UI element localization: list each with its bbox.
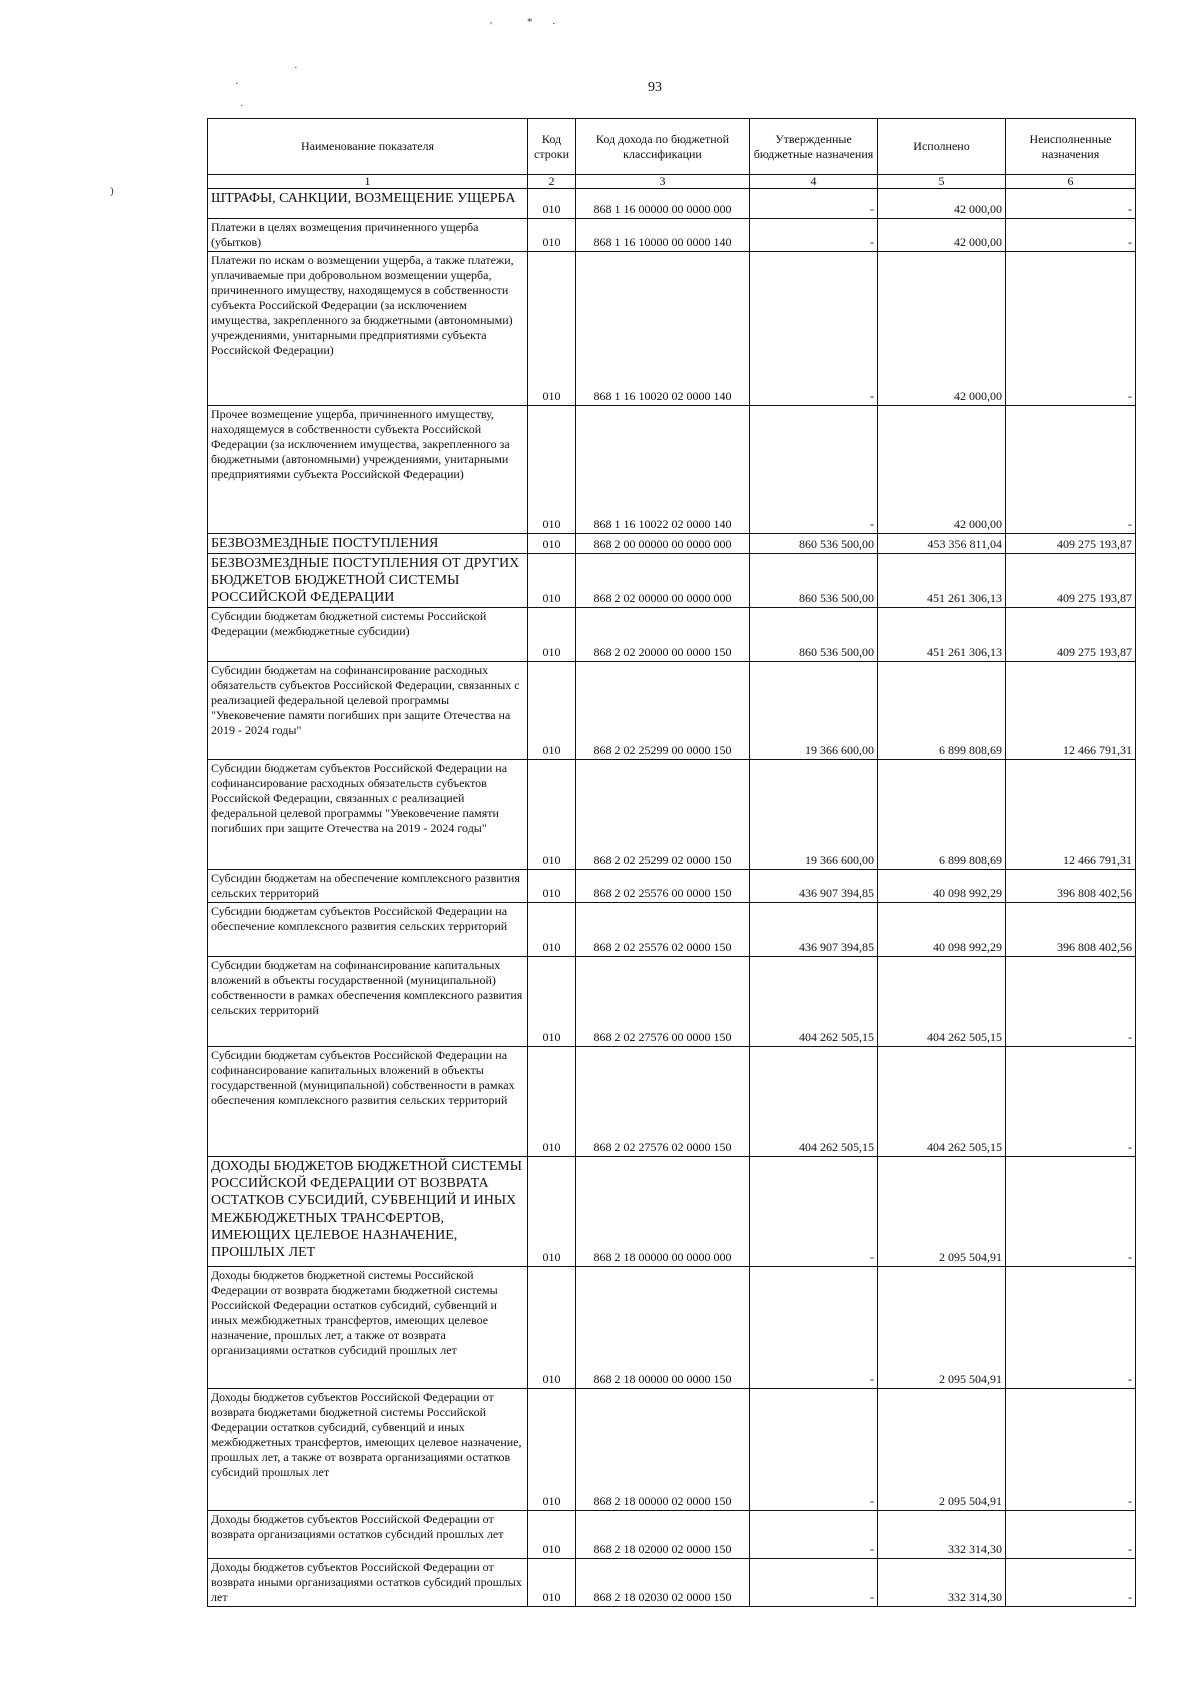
row-executed: 2 095 504,91 xyxy=(878,1389,1006,1511)
row-unexecuted: - xyxy=(1006,1389,1136,1511)
column-number: 6 xyxy=(1006,175,1136,189)
row-name: БЕЗВОЗМЕЗДНЫЕ ПОСТУПЛЕНИЯ xyxy=(208,534,528,554)
column-number: 5 xyxy=(878,175,1006,189)
row-name: Платежи в целях возмещения причиненного ущерба (убытков) xyxy=(208,219,528,252)
row-approved: 860 536 500,00 xyxy=(750,554,878,608)
column-number: 1 xyxy=(208,175,528,189)
row-approved: - xyxy=(750,189,878,219)
row-line-code: 010 xyxy=(528,189,576,219)
row-unexecuted: - xyxy=(1006,252,1136,406)
row-unexecuted: - xyxy=(1006,189,1136,219)
header-name: Наименование показателя xyxy=(208,119,528,175)
column-number: 3 xyxy=(576,175,750,189)
row-approved: 404 262 505,15 xyxy=(750,957,878,1047)
row-line-code: 010 xyxy=(528,406,576,534)
row-executed: 451 261 306,13 xyxy=(878,554,1006,608)
scan-speck: · xyxy=(240,100,244,112)
row-kbk: 868 2 18 00000 00 0000 150 xyxy=(576,1267,750,1389)
table-row xyxy=(208,1267,1136,1389)
row-line-code: 010 xyxy=(528,870,576,903)
row-unexecuted: - xyxy=(1006,957,1136,1047)
row-line-code: 010 xyxy=(528,1157,576,1267)
row-line-code: 010 xyxy=(528,957,576,1047)
row-unexecuted: - xyxy=(1006,1267,1136,1389)
row-name: Доходы бюджетов бюджетной системы Российской Федерации от возврата бюджетами бюджетной системы Российской Федерации остатков субсидий, субвенций и иных межбюджетных трансфертов, имеющих целевое назначение, прошлых лет, а также от возврата организациями остатков субсидий прошлых лет xyxy=(208,1267,528,1389)
row-unexecuted: 396 808 402,56 xyxy=(1006,903,1136,957)
row-name: ШТРАФЫ, САНКЦИИ, ВОЗМЕЩЕНИЕ УЩЕРБА xyxy=(208,189,528,219)
row-name: ДОХОДЫ БЮДЖЕТОВ БЮДЖЕТНОЙ СИСТЕМЫ РОССИЙСКОЙ ФЕДЕРАЦИИ ОТ ВОЗВРАТА ОСТАТКОВ СУБСИДИЙ, СУБВЕНЦИЙ И ИНЫХ МЕЖБЮДЖЕТНЫХ ТРАНСФЕРТОВ, ИМЕЮЩИХ ЦЕЛЕВОЕ НАЗНАЧЕНИЕ, ПРОШЛЫХ ЛЕТ xyxy=(208,1157,528,1267)
row-executed: 453 356 811,04 xyxy=(878,534,1006,554)
row-unexecuted: - xyxy=(1006,1559,1136,1607)
row-approved: 19 366 600,00 xyxy=(750,662,878,760)
row-approved: 860 536 500,00 xyxy=(750,534,878,554)
row-line-code: 010 xyxy=(528,760,576,870)
row-executed: 332 314,30 xyxy=(878,1559,1006,1607)
row-name: Доходы бюджетов субъектов Российской Федерации от возврата организациями остатков субсидий прошлых лет xyxy=(208,1511,528,1559)
row-executed: 404 262 505,15 xyxy=(878,1047,1006,1157)
table-row xyxy=(208,870,1136,903)
row-name: Доходы бюджетов субъектов Российской Федерации от возврата бюджетами бюджетной системы Российской Федерации остатков субсидий, субвенций и иных межбюджетных трансфертов, имеющих целевое назначение, прошлых лет, а также от возврата организациями остатков субсидий прошлых лет xyxy=(208,1389,528,1511)
table-row xyxy=(208,662,1136,760)
row-name: Платежи по искам о возмещении ущерба, а также платежи, уплачиваемые при добровольном возмещении ущерба, причиненного имуществу, находящемуся в собственности субъекта Российской Федерации (за исключением имущества, закрепленного за бюджетными (автономными) учреждениями, унитарными предприятиями субъекта Российской Федерации) xyxy=(208,252,528,406)
row-name: Субсидии бюджетам субъектов Российской Федерации на софинансирование расходных обязательств субъектов Российской Федерации, связанных с реализацией федеральной целевой программы "Увековечение памяти погибших при защите Отечества на 2019 - 2024 годы" xyxy=(208,760,528,870)
row-line-code: 010 xyxy=(528,534,576,554)
row-executed: 42 000,00 xyxy=(878,219,1006,252)
table-row xyxy=(208,1559,1136,1607)
header-approved: Утвержденные бюджетные назначения xyxy=(750,119,878,175)
table-row xyxy=(208,554,1136,608)
row-unexecuted: 409 275 193,87 xyxy=(1006,608,1136,662)
row-kbk: 868 2 02 00000 00 0000 000 xyxy=(576,554,750,608)
scan-speck: · xyxy=(552,18,556,30)
row-approved: 19 366 600,00 xyxy=(750,760,878,870)
row-approved: 860 536 500,00 xyxy=(750,608,878,662)
row-unexecuted: - xyxy=(1006,1047,1136,1157)
row-kbk: 868 2 18 02000 02 0000 150 xyxy=(576,1511,750,1559)
row-name: Субсидии бюджетам на софинансирование расходных обязательств субъектов Российской Федерации, связанных с реализацией федеральной целевой программы "Увековечение памяти погибших при защите Отечества на 2019 - 2024 годы" xyxy=(208,662,528,760)
table-row xyxy=(208,189,1136,219)
row-unexecuted: 12 466 791,31 xyxy=(1006,760,1136,870)
row-name: Субсидии бюджетам бюджетной системы Российской Федерации (межбюджетные субсидии) xyxy=(208,608,528,662)
header-row xyxy=(208,119,1136,175)
table-row xyxy=(208,608,1136,662)
table-row xyxy=(208,903,1136,957)
row-unexecuted: 409 275 193,87 xyxy=(1006,534,1136,554)
column-number-row xyxy=(208,175,1136,189)
row-name: Прочее возмещение ущерба, причиненного имуществу, находящемуся в собственности субъекта Российской Федерации (за исключением имущества, закрепленного за бюджетными (автономными) учреждениями, унитарными предприятиями субъекта Российской Федерации) xyxy=(208,406,528,534)
row-kbk: 868 2 02 25576 00 0000 150 xyxy=(576,870,750,903)
row-line-code: 010 xyxy=(528,219,576,252)
row-kbk: 868 2 18 00000 00 0000 000 xyxy=(576,1157,750,1267)
row-approved: - xyxy=(750,1511,878,1559)
row-kbk: 868 2 02 25299 00 0000 150 xyxy=(576,662,750,760)
row-unexecuted: 396 808 402,56 xyxy=(1006,870,1136,903)
row-executed: 40 098 992,29 xyxy=(878,903,1006,957)
row-kbk: 868 1 16 10022 02 0000 140 xyxy=(576,406,750,534)
table-row xyxy=(208,219,1136,252)
row-kbk: 868 1 16 00000 00 0000 000 xyxy=(576,189,750,219)
row-line-code: 010 xyxy=(528,1389,576,1511)
row-line-code: 010 xyxy=(528,554,576,608)
row-unexecuted: 409 275 193,87 xyxy=(1006,554,1136,608)
row-executed: 42 000,00 xyxy=(878,252,1006,406)
row-executed: 40 098 992,29 xyxy=(878,870,1006,903)
row-kbk: 868 1 16 10000 00 0000 140 xyxy=(576,219,750,252)
row-kbk: 868 2 02 27576 02 0000 150 xyxy=(576,1047,750,1157)
row-name: БЕЗВОЗМЕЗДНЫЕ ПОСТУПЛЕНИЯ ОТ ДРУГИХ БЮДЖЕТОВ БЮДЖЕТНОЙ СИСТЕМЫ РОССИЙСКОЙ ФЕДЕРАЦИИ xyxy=(208,554,528,608)
column-number: 2 xyxy=(528,175,576,189)
row-kbk: 868 1 16 10020 02 0000 140 xyxy=(576,252,750,406)
header-kbk: Код дохода по бюджетной классификации xyxy=(576,119,750,175)
row-approved: 436 907 394,85 xyxy=(750,903,878,957)
row-kbk: 868 2 18 00000 02 0000 150 xyxy=(576,1389,750,1511)
row-unexecuted: - xyxy=(1006,219,1136,252)
row-line-code: 010 xyxy=(528,1047,576,1157)
row-approved: - xyxy=(750,1267,878,1389)
row-name: Субсидии бюджетам субъектов Российской Федерации на софинансирование капитальных вложений в объекты государственной (муниципальной) собственности в рамках обеспечения комплексного развития сельских территорий xyxy=(208,1047,528,1157)
scan-speck: · xyxy=(235,78,239,90)
row-executed: 2 095 504,91 xyxy=(878,1267,1006,1389)
row-approved: - xyxy=(750,252,878,406)
row-approved: - xyxy=(750,219,878,252)
scan-speck: * xyxy=(527,16,533,28)
row-name: Доходы бюджетов субъектов Российской Федерации от возврата иными организациями остатков субсидий прошлых лет xyxy=(208,1559,528,1607)
revenue-report-table xyxy=(207,118,1136,1607)
table-row xyxy=(208,957,1136,1047)
scan-speck: · xyxy=(294,62,298,74)
row-executed: 6 899 808,69 xyxy=(878,662,1006,760)
row-approved: 436 907 394,85 xyxy=(750,870,878,903)
row-line-code: 010 xyxy=(528,662,576,760)
row-unexecuted: - xyxy=(1006,1157,1136,1267)
scan-speck: ' xyxy=(490,20,492,32)
row-approved: - xyxy=(750,1559,878,1607)
row-executed: 2 095 504,91 xyxy=(878,1157,1006,1267)
row-name: Субсидии бюджетам на софинансирование капитальных вложений в объекты государственной (муниципальной) собственности в рамках обеспечения комплексного развития сельских территорий xyxy=(208,957,528,1047)
row-executed: 42 000,00 xyxy=(878,406,1006,534)
row-line-code: 010 xyxy=(528,252,576,406)
table-row xyxy=(208,1511,1136,1559)
scan-speck: ) xyxy=(110,185,114,197)
table-row xyxy=(208,534,1136,554)
row-unexecuted: 12 466 791,31 xyxy=(1006,662,1136,760)
row-line-code: 010 xyxy=(528,1511,576,1559)
row-kbk: 868 2 02 27576 00 0000 150 xyxy=(576,957,750,1047)
row-executed: 42 000,00 xyxy=(878,189,1006,219)
row-approved: 404 262 505,15 xyxy=(750,1047,878,1157)
row-line-code: 010 xyxy=(528,903,576,957)
table-row xyxy=(208,1389,1136,1511)
row-name: Субсидии бюджетам субъектов Российской Федерации на обеспечение комплексного развития сельских территорий xyxy=(208,903,528,957)
table-row xyxy=(208,406,1136,534)
header-line-code: Код строки xyxy=(528,119,576,175)
row-executed: 404 262 505,15 xyxy=(878,957,1006,1047)
page-number: 93 xyxy=(648,80,662,95)
header-unexecuted: Неисполненные назначения xyxy=(1006,119,1136,175)
row-kbk: 868 2 02 20000 00 0000 150 xyxy=(576,608,750,662)
table-body xyxy=(208,189,1136,1607)
table-row xyxy=(208,760,1136,870)
row-approved: - xyxy=(750,1389,878,1511)
row-line-code: 010 xyxy=(528,608,576,662)
row-unexecuted: - xyxy=(1006,406,1136,534)
row-line-code: 010 xyxy=(528,1267,576,1389)
row-executed: 332 314,30 xyxy=(878,1511,1006,1559)
row-executed: 451 261 306,13 xyxy=(878,608,1006,662)
row-approved: - xyxy=(750,406,878,534)
row-executed: 6 899 808,69 xyxy=(878,760,1006,870)
row-unexecuted: - xyxy=(1006,1511,1136,1559)
row-approved: - xyxy=(750,1157,878,1267)
row-kbk: 868 2 02 25576 02 0000 150 xyxy=(576,903,750,957)
header-executed: Исполнено xyxy=(878,119,1006,175)
row-kbk: 868 2 02 25299 02 0000 150 xyxy=(576,760,750,870)
table-row xyxy=(208,1157,1136,1267)
row-kbk: 868 2 18 02030 02 0000 150 xyxy=(576,1559,750,1607)
column-number: 4 xyxy=(750,175,878,189)
row-kbk: 868 2 00 00000 00 0000 000 xyxy=(576,534,750,554)
table-row xyxy=(208,252,1136,406)
row-name: Субсидии бюджетам на обеспечение комплексного развития сельских территорий xyxy=(208,870,528,903)
table-row xyxy=(208,1047,1136,1157)
row-line-code: 010 xyxy=(528,1559,576,1607)
